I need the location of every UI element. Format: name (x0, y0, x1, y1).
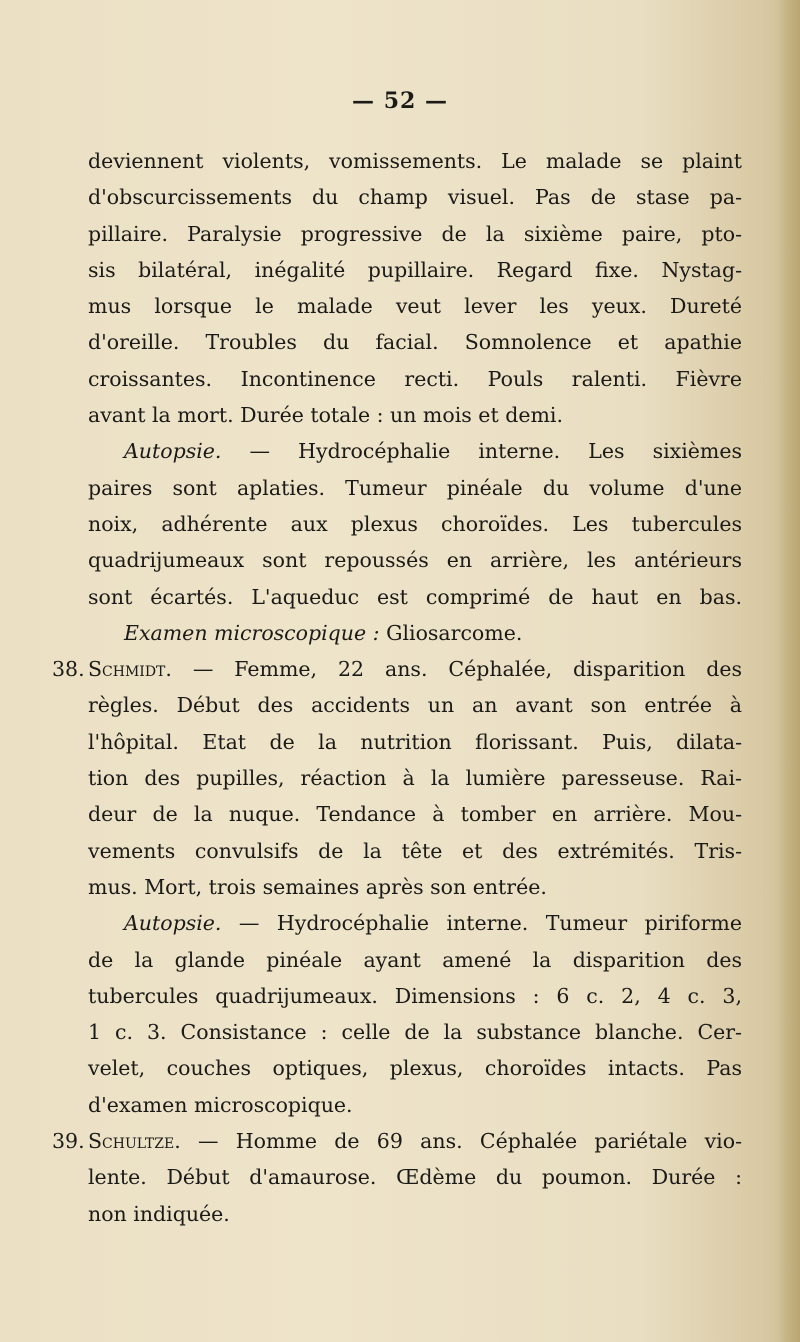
text-line: mus lorsque le malade veut lever les yeux. Dureté (88, 294, 742, 319)
text-line: 1 c. 3. Consistance : celle de la substance blanche. Cer- (88, 1020, 742, 1045)
body-text (52, 143, 742, 1232)
author-name: Schmidt. (88, 657, 172, 682)
text-line: deur de la nuque. Tendance à tomber en arrière. Mou- (88, 802, 742, 827)
text-line: croissantes. Incontinence recti. Pouls ralenti. Fièvre (88, 366, 742, 391)
page-edge-shadow (778, 0, 800, 1342)
text-line: Autopsie. — Hydrocéphalie interne. Tumeur piriforme (124, 911, 742, 936)
text-line: règles. Début des accidents un an avant son entrée à (88, 693, 742, 718)
text-line: Autopsie. — Hydrocéphalie interne. Les sixièmes (124, 439, 742, 464)
text-line: noix, adhérente aux plexus choroïdes. Les tubercules (88, 511, 742, 536)
text-line: velet, couches optiques, plexus, choroïdes intacts. Pas (88, 1056, 742, 1081)
case-number: 38. (52, 657, 85, 682)
case-entry-line: 38. Schmidt. — Femme, 22 ans. Céphalée, disparition des (52, 651, 742, 687)
text-line: mus. Mort, trois semaines après son entrée. (88, 874, 547, 899)
text-line: pillaire. Paralysie progressive de la sixième paire, pto- (88, 221, 742, 246)
text-line: avant la mort. Durée totale : un mois et demi. (88, 403, 563, 428)
text-line: quadrijumeaux sont repoussés en arrière, les antérieurs (88, 548, 742, 573)
text-line: vements convulsifs de la tête et des extrémités. Tris- (88, 838, 742, 863)
section-label: Autopsie. (124, 911, 222, 936)
text-line: lente. Début d'amaurose. Œdème du poumon. Durée : (88, 1165, 742, 1190)
text-line: Examen microscopique : Gliosarcome. (124, 620, 523, 645)
text-line: de la glande pinéale ayant amené la disparition des (88, 947, 742, 972)
case-number: 39. (52, 1129, 85, 1154)
text-line: d'oreille. Troubles du facial. Somnolence et apathie (88, 330, 742, 355)
section-label: Examen microscopique : (124, 620, 380, 645)
section-label: Autopsie. (124, 439, 222, 464)
text-line: d'obscurcissements du champ visuel. Pas de stase pa- (88, 185, 742, 210)
text-line: l'hôpital. Etat de la nutrition florissant. Puis, dilata- (88, 729, 742, 754)
case-entry-line: 39. Schultze. — Homme de 69 ans. Céphalée pariétale vio- (52, 1123, 742, 1159)
text-line: sont écartés. L'aqueduc est comprimé de haut en bas. (88, 584, 742, 609)
text-line: sis bilatéral, inégalité pupillaire. Regard fixe. Nystag- (88, 257, 742, 282)
text-line: tubercules quadrijumeaux. Dimensions : 6 c. 2, 4 c. 3, (88, 983, 742, 1008)
text-line: d'examen microscopique. (88, 1092, 353, 1117)
text-line: deviennent violents, vomissements. Le malade se plaint (88, 149, 742, 173)
text-line: tion des pupilles, réaction à la lumière paresseuse. Rai- (88, 766, 742, 791)
text-line: paires sont aplaties. Tumeur pinéale du volume d'une (88, 475, 742, 500)
page-number: — 52 — (352, 88, 448, 114)
author-name: Schultze. (88, 1129, 181, 1154)
text-line: non indiquée. (88, 1201, 230, 1226)
